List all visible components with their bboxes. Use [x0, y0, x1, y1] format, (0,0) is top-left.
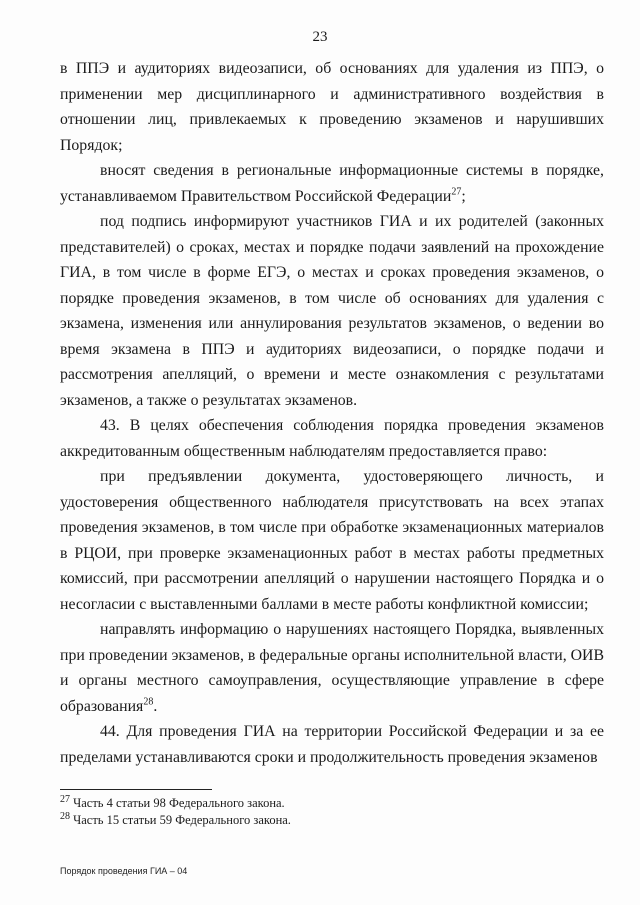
footnote-text: Часть 4 статьи 98 Федерального закона. [70, 796, 285, 810]
paragraph-punctuation: . [153, 697, 158, 715]
paragraph-send-information [60, 617, 604, 719]
paragraph-inform-participants [60, 209, 604, 413]
paragraph-observer-presence [60, 464, 604, 617]
paragraph-regional-systems [60, 158, 604, 209]
paragraph-text: направлять информацию о нарушениях настоящего Порядка, выявленных при проведении экзаменов, в федеральные органы исполнительной власти, ОИВ и органы местного самоуправления, осуществляющие управление в сфере образования [60, 621, 604, 715]
paragraph-text: в ППЭ и аудиториях видеозаписи, об основаниях для удаления из ППЭ, о применении мер дисциплинарного и административного воздействия в отношении лиц, привлекаемых к проведению экзаменов и нарушивших Порядок; [60, 60, 604, 154]
paragraph-43 [60, 413, 604, 464]
paragraph-punctuation: ; [461, 187, 466, 205]
footnote-number: 28 [60, 810, 70, 822]
paragraph-44 [60, 719, 604, 770]
paragraph-text: вносят сведения в региональные информационные системы в порядке, устанавливаемом Правительством Российской Федерации [60, 162, 604, 205]
footnote-ref-28: 28 [143, 696, 154, 708]
page-footer: Порядок проведения ГИА – 04 [60, 866, 188, 876]
footnote-text: Часть 15 статьи 59 Федерального закона. [70, 813, 291, 827]
document-body [60, 56, 604, 770]
footnote-number: 27 [60, 793, 70, 805]
page-number: 23 [312, 29, 328, 45]
paragraph-text: 44. Для проведения ГИА на территории Российской Федерации и за ее пределами устанавливаются сроки и продолжительность проведения экзаменов [60, 723, 604, 766]
paragraph-text: при предъявлении документа, удостоверяющего личность, и удостоверения общественного наблюдателя присутствовать на всех этапах проведения экзаменов, в том числе при обработке экзаменационных материалов в РЦОИ, при проверке экзаменационных работ в местах работы предметных комиссий, при рассмотрении апелляций о нарушении настоящего Порядка и о несогласии с выставленными баллами в месте работы конфликтной комиссии; [60, 468, 604, 613]
footnote-27 [60, 795, 604, 812]
footnote-28 [60, 812, 604, 829]
footnotes [60, 795, 604, 829]
footnote-ref-27: 27 [451, 186, 462, 198]
paragraph-video-recording [60, 56, 604, 158]
footnote-separator [60, 789, 212, 790]
paragraph-text: под подпись информируют участников ГИА и их родителей (законных представителей) о сроках, местах и порядке подачи заявлений на прохождение ГИА, в том числе в форме ЕГЭ, о местах и сроках проведения экзаменов, о порядке проведения экзаменов, в том числе об основаниях для удаления с экзамена, изменения или аннулирования результатов экзаменов, о ведении во время экзамена в ППЭ и аудиториях видеозаписи, о порядке подачи и рассмотрения апелляций, о времени и месте ознакомления с результатами экзаменов, а также о результатах экзаменов. [60, 213, 604, 409]
paragraph-text: 43. В целях обеспечения соблюдения порядка проведения экзаменов аккредитованным общественным наблюдателям предоставляется право: [60, 417, 604, 460]
